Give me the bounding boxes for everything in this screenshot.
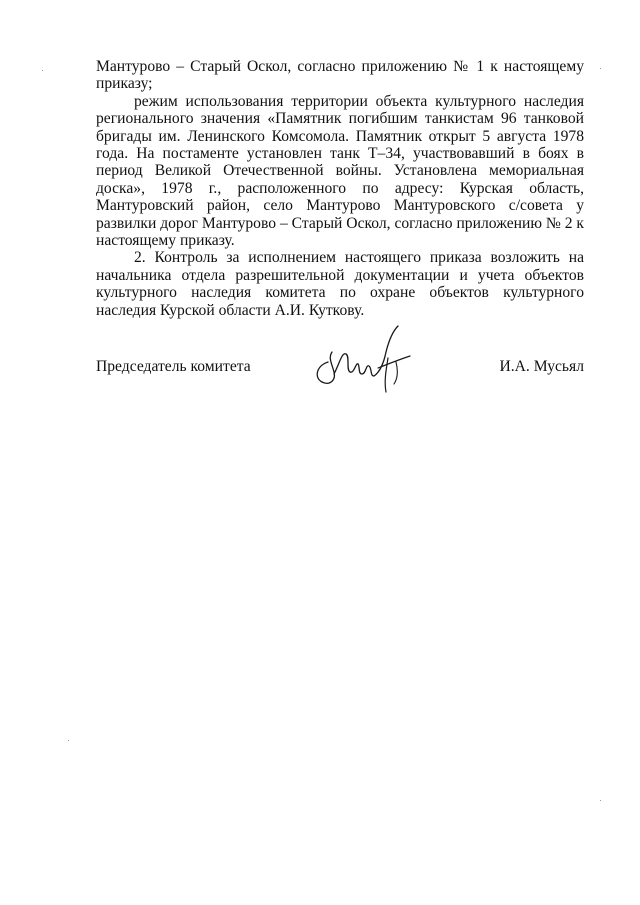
scan-speck: [600, 800, 601, 801]
handwritten-signature: [306, 322, 426, 402]
scan-speck: [42, 70, 43, 71]
scan-speck: [600, 68, 601, 69]
signature-block: [96, 330, 584, 410]
paragraph-usage-regime: режим использования территории объекта культурного наследия регионального значения «Памятник погибшим танкистам 96 танковой бригады им. Ленинского Комсомола. Памятник открыт 5 августа 1978 года. На постаменте установлен танк Т–34, участвовавший в боях в период Великой Отечественной войны. Установлена мемориальная доска», 1978 г., расположенного по адресу: Курская область, Мантуровский район, село Мантурово Мантуровского с/совета у развилки дорог Мантурово – Старый Оскол, согласно приложению № 2 к настоящему приказу.: [96, 92, 584, 250]
scan-speck: [68, 740, 69, 741]
paragraph-control: 2. Контроль за исполнением настоящего приказа возложить на начальника отдела разрешительной документации и учета объектов культурного наследия комитета по охране объектов культурного наследия Курской области А.И. Куткову.: [96, 249, 584, 319]
document-body: [96, 58, 584, 319]
paragraph-continuation: Мантурово – Старый Оскол, согласно приложению № 1 к настоящему приказу;: [96, 58, 584, 93]
signatory-name: И.А. Мусьял: [499, 358, 584, 375]
signatory-title: Председатель комитета: [96, 358, 251, 375]
